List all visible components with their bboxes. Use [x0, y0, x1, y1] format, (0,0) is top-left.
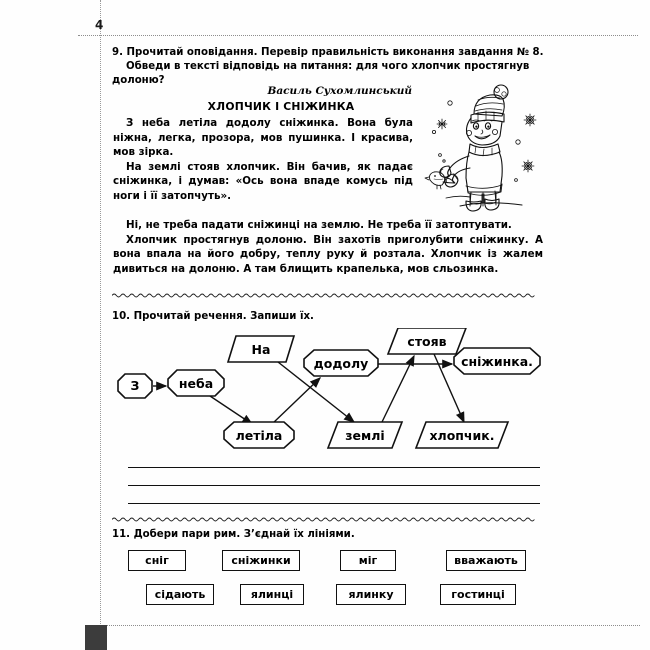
diagram-label-z: З — [130, 378, 140, 393]
footer-divider-rule — [100, 625, 640, 626]
rhyme-word-yalynku[interactable]: ялинку — [336, 584, 406, 605]
story-author: Василь Сухомлинський — [267, 85, 412, 97]
task-10-text: Прочитай речення. Запиши їх. — [133, 311, 314, 322]
sentence-word-diagram — [106, 328, 546, 452]
rhyme-word-mih[interactable]: міг — [340, 550, 396, 571]
diagram-label-snizhynka: сніжинка. — [461, 354, 533, 369]
story-title: ХЛОПЧИК І СНІЖИНКА — [207, 100, 355, 113]
task-11-instruction — [112, 528, 542, 542]
story-paragraph: Хлопчик простягнув долоню. Він захотів приголубити сніжинку. А вона впала на його добру, теплу руку й розтала. Хлопчик із жалем дивиться на долоню. А там блищить крапелька, мов сльозинка. — [113, 233, 543, 275]
page-number: 4 — [95, 18, 104, 32]
rhyme-word-yalyntsi[interactable]: ялинці — [240, 584, 304, 605]
diagram-label-dodolu: додолу — [313, 356, 369, 371]
story-paragraph: Ні, не треба падати сніжинці на землю. Не треба її затоптувати. — [126, 219, 512, 231]
rhyme-word-hostyntsi[interactable]: гостинці — [440, 584, 516, 605]
section-divider-top — [112, 292, 544, 299]
story-body-wide — [113, 218, 543, 276]
story-paragraph: З неба летіла додолу сніжинка. Вона була ніжна, легка, прозора, мов пушинка. І красива, мов зірка. — [113, 117, 413, 159]
writing-line[interactable] — [128, 503, 540, 504]
page-corner-tab — [85, 625, 107, 650]
section-divider-bottom — [112, 516, 544, 523]
boy-with-snowflake-illustration — [424, 82, 550, 214]
rhyme-word-snizhynky[interactable]: сніжинки — [222, 550, 300, 571]
diagram-label-letila: летіла — [235, 428, 283, 443]
task-11-text: Добери пари рим. З’єднай їх лініями. — [133, 529, 355, 540]
task-11-number: 11. — [112, 529, 131, 540]
task-9-line-1: Прочитай оповідання. Перевір правильність виконання завдання № 8. — [126, 47, 544, 58]
rhyme-word-vvazhaiut[interactable]: вважають — [446, 550, 526, 571]
diagram-label-na: На — [251, 342, 271, 357]
task-9-number: 9. — [112, 47, 123, 58]
answer-writing-lines[interactable] — [128, 462, 540, 514]
rhyme-word-sidaiut[interactable]: сідають — [146, 584, 214, 605]
diagram-label-neba: неба — [178, 376, 214, 391]
writing-line[interactable] — [128, 485, 540, 486]
diagram-label-stoyav: стояв — [407, 334, 447, 349]
story-body-narrow — [113, 116, 413, 204]
rhyme-word-snih[interactable]: сніг — [128, 550, 186, 571]
header-divider-rule — [78, 35, 638, 36]
diagram-label-khlopchyk: хлопчик. — [429, 428, 495, 443]
task-10-instruction — [112, 310, 542, 324]
task-10-number: 10. — [112, 311, 131, 322]
task-9-line-3: долоню? — [112, 75, 165, 86]
writing-line[interactable] — [128, 467, 540, 468]
story-paragraph: На землі стояв хлопчик. Він бачив, як падає сніжинка, і думав: «Ось вона впаде комусь під ноги і її затопчуть». — [113, 160, 413, 202]
diagram-label-zemli: землі — [345, 428, 385, 443]
task-9-line-2: Обведи в тексті відповідь на питання: для чого хлопчик простягнув — [126, 61, 530, 72]
page-spine-line — [100, 0, 101, 650]
